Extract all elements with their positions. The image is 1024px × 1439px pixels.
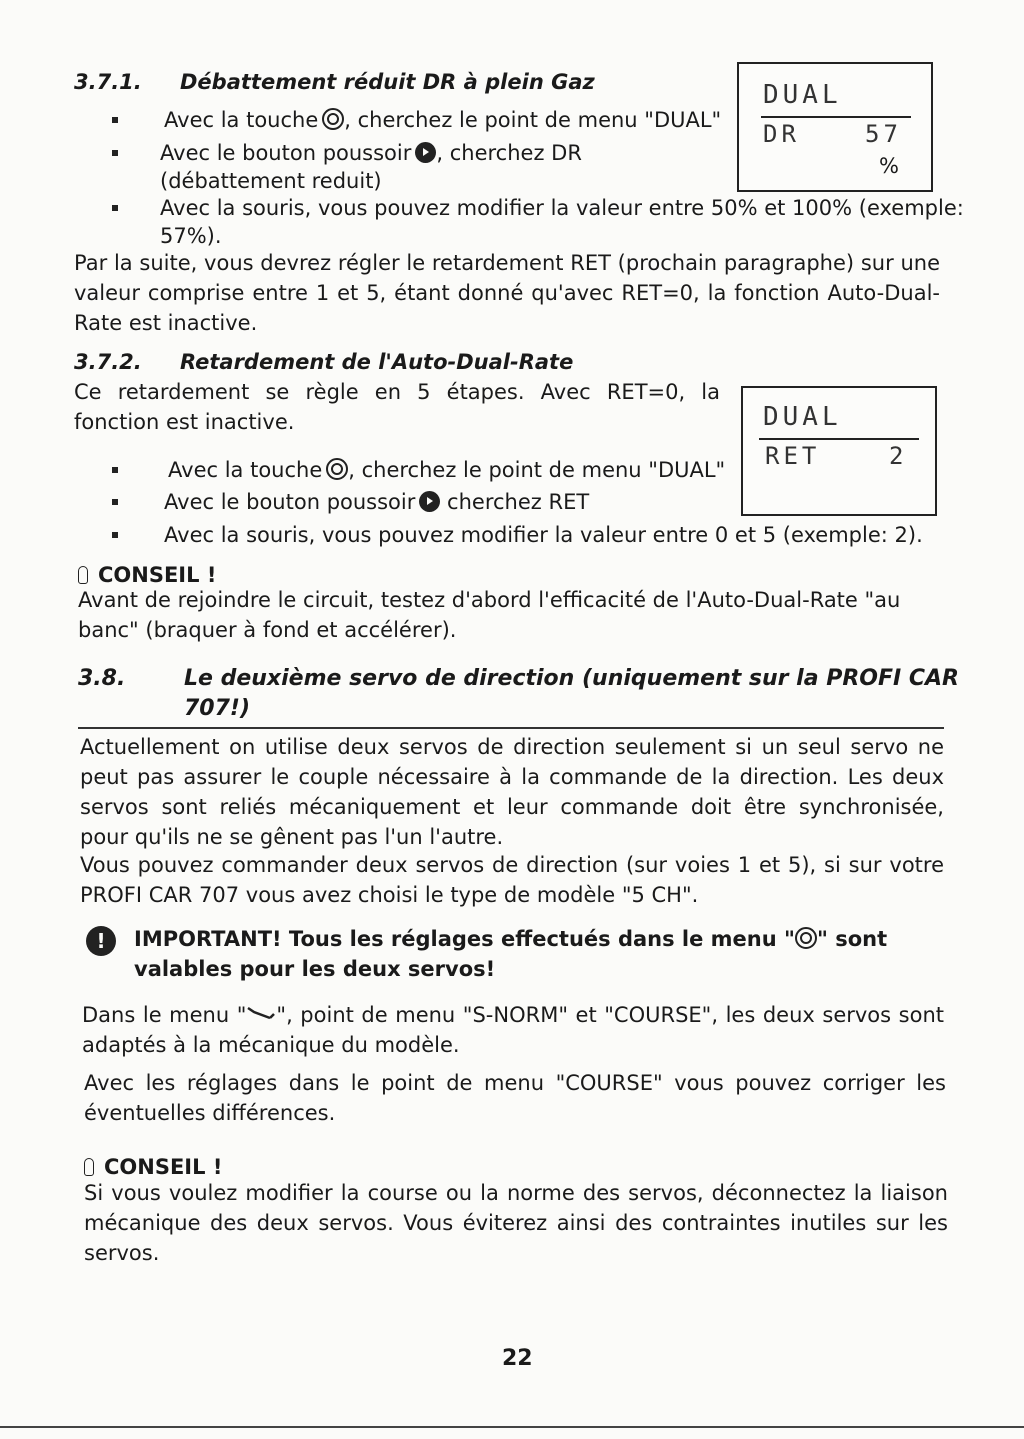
lcd-label: DR <box>763 120 800 148</box>
heading-number: 3.7.1. <box>74 70 142 94</box>
important-text: IMPORTANT! Tous les réglages effectués dans le menu " <box>134 927 795 951</box>
bullet-text-cont: , cherchez le point de menu "DUAL" <box>344 108 722 132</box>
paragraph-1: Actuellement on utilise deux servos de direction seulement si un seul servo ne peut pas assurer le couple nécessaire à la commande de la direction. Les deux servos sont reliés mécaniquement et leur commande doit être synchronisée, pour qu'ils ne se gênent pas l'un l'autre. <box>80 735 944 849</box>
heading-3-7-1 <box>74 70 714 100</box>
tip-heading <box>84 1155 222 1179</box>
paragraph-3 <box>82 1000 944 1060</box>
important-text-cont: " sont valables pour les deux servos! <box>134 927 888 981</box>
heading-title-line1: Le deuxième servo de direction (uniquement sur la PROFI CAR <box>184 666 959 691</box>
paragraph: Par la suite, vous devrez régler le retardement RET (prochain paragraphe) sur une valeur comprise entre 1 et 5, étant donné qu'avec RET=0, la fonction Auto-Dual-Rate est inactive. <box>74 251 940 335</box>
bullet-text: Avec la touche <box>164 108 319 132</box>
steering-wheel-icon <box>326 458 348 480</box>
wrench-icon <box>246 1006 276 1020</box>
warning-icon: ! <box>86 926 116 956</box>
lcd-label: RET <box>765 442 821 470</box>
section-divider <box>78 727 944 729</box>
page-bottom-edge <box>0 1426 1024 1428</box>
bulb-icon <box>78 566 88 584</box>
intro-text: Ce retardement se règle en 5 étapes. Avec RET=0, la fonction est inactive. <box>74 380 720 434</box>
bulb-icon <box>84 1158 94 1176</box>
bullet-text-cont: , cherchez DR <box>436 141 582 165</box>
heading-3-8 <box>78 666 959 726</box>
page-number: 22 <box>502 1346 533 1371</box>
bullet-text: Avec le bouton poussoir <box>164 490 416 514</box>
heading-number: 3.7.2. <box>74 350 142 374</box>
lcd-value: 2 <box>889 442 908 470</box>
tip-heading <box>78 563 216 587</box>
lcd-value: 57 <box>865 120 902 148</box>
tip-text: Si vous voulez modifier la course ou la norme des servos, déconnectez la liaison mécanique des deux servos. Vous éviterez ainsi des contraintes inutiles sur les servos. <box>84 1181 948 1265</box>
bullet-dot <box>112 117 118 123</box>
lcd-display-ret <box>741 386 937 516</box>
heading-title: Retardement de l'Auto-Dual-Rate <box>180 350 574 374</box>
lcd-display-dr <box>737 62 933 192</box>
push-button-icon <box>419 491 440 512</box>
lcd-unit: % <box>879 154 899 178</box>
lcd-divider <box>759 438 919 440</box>
bullet-dot <box>112 150 118 156</box>
lcd-divider <box>761 116 911 118</box>
lcd-line1: DUAL <box>763 402 842 432</box>
bullet-text: Avec la souris, vous pouvez modifier la valeur entre 0 et 5 (exemple: 2). <box>164 523 923 547</box>
bullet-text-cont: , cherchez le point de menu "DUAL" <box>348 458 726 482</box>
paragraph-3-text: Dans le menu " <box>82 1003 247 1027</box>
bullet-text: Avec le bouton poussoir <box>160 141 412 165</box>
bullet-dot <box>112 205 118 211</box>
steering-wheel-icon <box>795 927 817 949</box>
bullet-dot <box>112 532 118 538</box>
bullet-text: Avec la touche <box>168 458 323 482</box>
bullet-text-line2: 57%). <box>160 224 222 248</box>
paragraph-2: Vous pouvez commander deux servos de direction (sur voies 1 et 5), si sur votre PROFI CAR 707 vous avez choisi le type de modèle "5 CH". <box>80 853 944 907</box>
bullet-text: Avec la souris, vous pouvez modifier la valeur entre 50% et 100% (exemple: <box>160 196 964 220</box>
bullet-dot <box>112 499 118 505</box>
heading-number: 3.8. <box>78 666 126 691</box>
bullet-text-line2: (débattement reduit) <box>160 169 382 193</box>
bullet-text-cont: cherchez RET <box>440 490 590 514</box>
important-note <box>134 924 946 984</box>
tip-text: Avant de rejoindre le circuit, testez d'abord l'efficacité de l'Auto-Dual-Rate "au banc" (braquer à fond et accélérer). <box>78 588 901 642</box>
lcd-line1: DUAL <box>763 80 842 110</box>
tip-label: CONSEIL ! <box>104 1155 223 1179</box>
paragraph-3-text-cont: ", point de menu "S-NORM" et "COURSE", les deux servos sont adaptés à la mécanique du modèle. <box>82 1003 944 1057</box>
heading-title: Débattement réduit DR à plein Gaz <box>180 70 595 94</box>
bullet-dot <box>112 467 118 473</box>
heading-title-line2: 707!) <box>184 696 251 721</box>
push-button-icon <box>415 142 436 163</box>
tip-label: CONSEIL ! <box>98 563 217 587</box>
heading-3-7-2 <box>74 350 714 380</box>
steering-wheel-icon <box>322 108 344 130</box>
paragraph-4: Avec les réglages dans le point de menu "COURSE" vous pouvez corriger les éventuelles différences. <box>84 1071 946 1125</box>
